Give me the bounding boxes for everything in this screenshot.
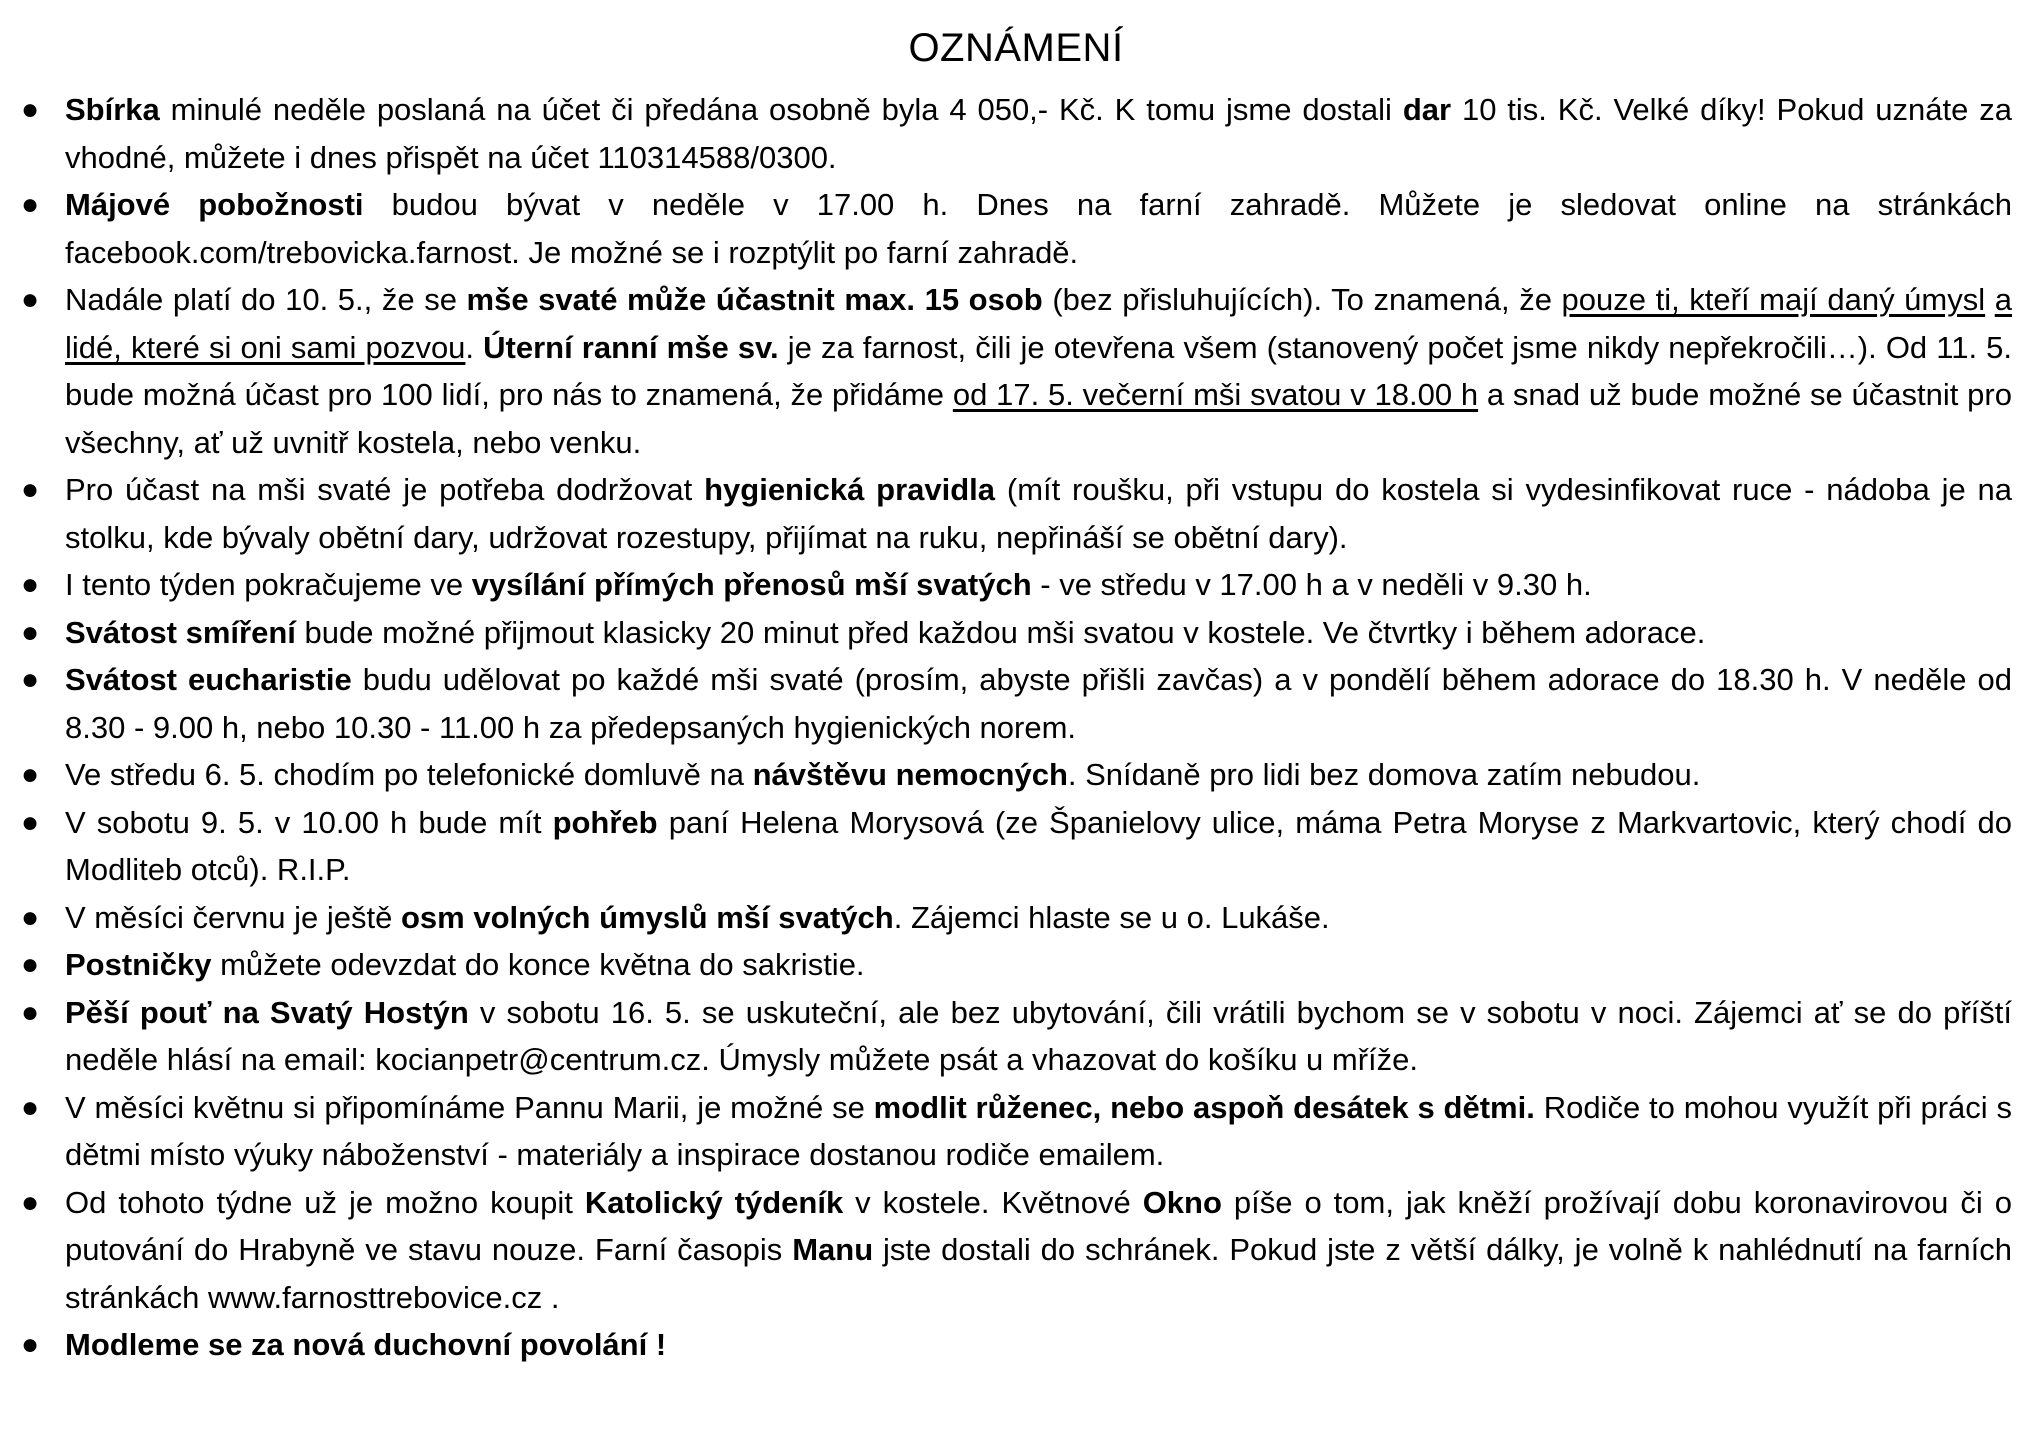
page-title: OZNÁMENÍ — [908, 26, 1124, 70]
text-run: a snad už bude možné se účastnit pro všechny, ať už uvnitř kostela, nebo venku. — [65, 377, 2012, 460]
text-run: budu udělovat po každé mši svaté (prosím, abyste přišli zavčas) a v pondělí během adorace do 18.30 h. V neděle od 8.30 - 9.00 h, nebo 10.30 - 11.00 h za předepsaných hygienických norem. — [65, 662, 2012, 745]
bold-text: návštěvu nemocných — [752, 757, 1068, 792]
bold-text: hygienická pravidla — [704, 472, 996, 507]
list-item — [20, 656, 2012, 751]
bold-text: modlit růženec, nebo aspoň desátek s dětmi. — [873, 1089, 1535, 1125]
text-run: Rodiče to mohou využít při práci s dětmi místo výuky náboženství - materiály a inspirace dostanou rodiče emailem. — [65, 1089, 2013, 1172]
bullet-icon: ● — [21, 283, 40, 316]
underlined-text: od 17. 5. večerní mši svatou v 18.00 h — [952, 377, 1479, 412]
underlined-text: pouze ti, kteří mají daný úmysl — [1561, 282, 1986, 317]
bold-text: Pěší pouť na Svatý Hostýn — [65, 994, 469, 1030]
bold-text: Katolický týdeník — [584, 1184, 844, 1220]
text-run: I tento týden pokračujeme ve — [65, 567, 472, 602]
text-run: V sobotu 9. 5. v 10.00 h bude mít — [65, 804, 553, 840]
bullet-icon: ● — [21, 995, 40, 1029]
bold-text: Postničky — [65, 947, 212, 982]
bullet-icon: ● — [21, 188, 40, 221]
bold-text: Modleme se za nová duchovní povolání ! — [65, 1327, 667, 1362]
bullet-icon: ● — [21, 93, 40, 126]
text-run: minulé neděle poslaná na účet či předána osobně byla 4 050,- Kč. K tomu jsme dostali — [159, 92, 1403, 127]
list-item — [20, 1084, 2012, 1179]
bullet-icon: ● — [21, 1328, 40, 1361]
text-run: paní Helena Morysová (ze Španielovy ulice, máma Petra Moryse z Markvartovic, který chodí do Modliteb otců). R.I.P. — [65, 804, 2012, 887]
text-run: . Zájemci hlaste se u o. Lukáše. — [893, 899, 1330, 935]
bullet-icon: ● — [21, 900, 40, 934]
bullet-icon: ● — [21, 758, 40, 791]
list-item — [20, 941, 2012, 989]
list-item — [20, 466, 2012, 561]
bold-text: Manu — [792, 1232, 874, 1267]
text-run: (mít roušku, při vstupu do kostela si vydesinfikovat ruce - nádoba je na stolku, kde bývaly obětní dary, udržovat rozestupy, přijímat na ruku, nepřináší se obětní dary). — [65, 472, 2013, 555]
bullet-icon: ● — [21, 1090, 40, 1124]
text-run: v sobotu 16. 5. se uskuteční, ale bez ubytování, čili vrátili bychom se v sobotu v noci. Zájemci ať se do příští neděle hlásí na email: kocianpetr@centrum.cz. Úmysly můžete psát a vhazovat do košíku u mříže. — [65, 994, 2012, 1077]
bullet-icon: ● — [21, 615, 40, 649]
text-run: V měsíci červnu je ještě — [65, 899, 401, 935]
list-item — [20, 181, 2012, 276]
bullet-icon: ● — [21, 948, 40, 981]
list-item — [20, 1179, 2012, 1322]
underlined-text: a lidé, které si oni sami pozvou — [65, 282, 2012, 365]
list-item — [20, 1321, 2012, 1369]
bold-text: vysílání přímých přenosů mší svatých — [471, 567, 1032, 602]
text-run: (bez přisluhujících). To znamená, že — [1042, 282, 1562, 317]
text-run: Nadále platí do 10. 5., že se — [65, 282, 467, 317]
bold-text: Úterní ranní mše sv. — [483, 329, 779, 365]
bold-text: Svátost eucharistie — [65, 662, 352, 697]
text-run: můžete odevzdat do konce května do sakristie. — [211, 947, 865, 982]
text-run: Od tohoto týdne už je možno koupit — [65, 1184, 585, 1220]
text-run: je za farnost, čili je otevřena všem (stanovený počet jsme nikdy nepřekročili…). Od 11. 5. bude možná účast pro 100 lidí, pro nás to znamená, že přidáme — [65, 329, 2013, 412]
bullet-icon: ● — [21, 1185, 40, 1219]
text-run — [1985, 282, 1995, 317]
list-item — [20, 799, 2012, 894]
bold-text: Sbírka — [65, 92, 160, 127]
text-run: bude možné přijmout klasicky 20 minut před každou mši svatou v kostele. Ve čtvrtky i během adorace. — [295, 614, 1706, 650]
text-run: Ve středu 6. 5. chodím po telefonické domluvě na — [65, 757, 753, 792]
text-run: 10 tis. Kč. Velké díky! Pokud uznáte za vhodné, můžete i dnes přispět na účet 110314588/0300. — [65, 92, 2012, 175]
list-item — [20, 609, 2012, 657]
list-item — [20, 276, 2012, 466]
bullet-icon: ● — [21, 568, 40, 601]
bold-text: Svátost smíření — [65, 614, 296, 650]
text-run: budou bývat v neděle v 17.00 h. Dnes na farní zahradě. Můžete je sledovat online na stránkách facebook.com/trebovicka.farnost. Je možné se i rozptýlit po farní zahradě. — [65, 187, 2013, 270]
list-item — [20, 86, 2012, 181]
bold-text: pohřeb — [552, 804, 658, 840]
text-run: . Snídaně pro lidi bez domova zatím nebudou. — [1067, 757, 1701, 792]
announcement-list — [20, 86, 2012, 1369]
text-run: v kostele. Květnové — [843, 1184, 1143, 1220]
bullet-icon: ● — [21, 663, 40, 696]
text-run: Pro účast na mši svaté je potřeba dodržovat — [65, 472, 705, 507]
text-run: píše o tom, jak kněží prožívají dobu koronavirovou či o putování do Hrabyně ve stavu nouze. Farní časopis — [65, 1184, 2012, 1267]
bullet-icon: ● — [21, 473, 40, 506]
list-item — [20, 751, 2012, 799]
bold-text: Májové pobožnosti — [65, 187, 364, 222]
bullet-icon: ● — [21, 805, 40, 839]
text-run: . — [465, 329, 484, 365]
text-run: jste dostali do schránek. Pokud jste z větší dálky, je volně k nahlédnutí na farních stránkách www.farnosttrebovice.cz . — [65, 1232, 2012, 1315]
bold-text: Okno — [1142, 1184, 1222, 1220]
bold-text: mše svaté může účastnit max. 15 osob — [466, 282, 1043, 317]
list-item — [20, 989, 2012, 1084]
bold-text: dar — [1402, 92, 1452, 127]
list-item — [20, 561, 2012, 609]
list-item — [20, 894, 2012, 942]
bold-text: osm volných úmyslů mší svatých — [400, 899, 894, 935]
text-run: - ve středu v 17.00 h a v neděli v 9.30 h. — [1031, 567, 1592, 602]
text-run: V měsíci květnu si připomínáme Pannu Marii, je možné se — [65, 1089, 874, 1125]
